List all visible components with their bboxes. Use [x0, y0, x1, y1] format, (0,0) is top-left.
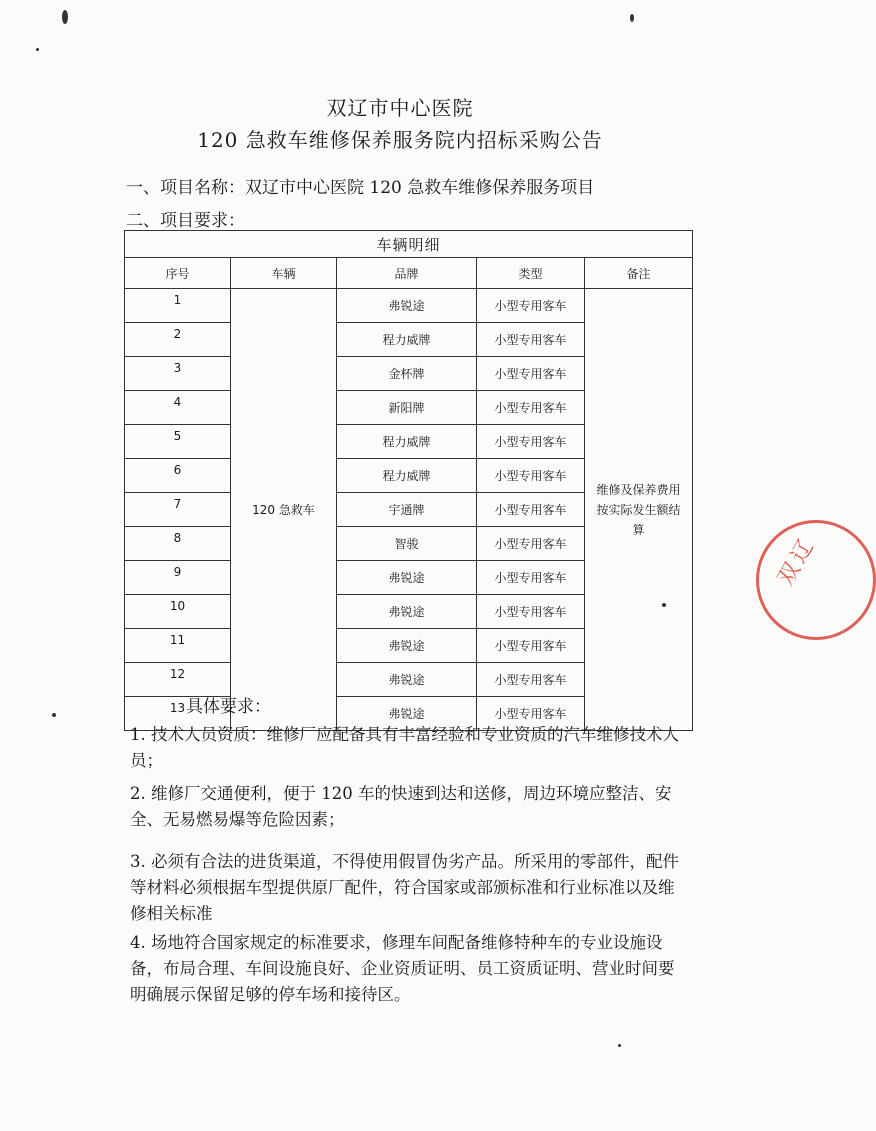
column-header-seq: 序号 [125, 258, 231, 289]
column-header-type: 类型 [477, 258, 585, 289]
scan-speck [62, 10, 68, 24]
cell-type: 小型专用客车 [477, 357, 585, 391]
cell-brand: 弗锐途 [337, 629, 477, 663]
document-title-line2: 120 急救车维修保养服务院内招标采购公告 [197, 128, 603, 152]
scan-speck [52, 713, 56, 717]
cell-seq: 7 [125, 493, 231, 527]
cell-type: 小型专用客车 [477, 459, 585, 493]
cell-seq: 5 [125, 425, 231, 459]
cell-remark: 维修及保养费用按实际发生额结算 [585, 289, 693, 731]
scan-speck [630, 14, 634, 22]
cell-brand: 程力威牌 [337, 323, 477, 357]
cell-brand: 新阳牌 [337, 391, 477, 425]
scan-speck [36, 48, 39, 51]
cell-brand: 弗锐途 [337, 289, 477, 323]
requirements-title: 具体要求： [186, 697, 271, 717]
cell-seq: 9 [125, 561, 231, 595]
cell-type: 小型专用客车 [477, 323, 585, 357]
vehicle-detail-table [124, 230, 693, 731]
cell-seq: 11 [125, 629, 231, 663]
cell-seq: 2 [125, 323, 231, 357]
column-header-remark: 备注 [585, 258, 693, 289]
requirement-item-4: 4. 场地符合国家规定的标准要求，修理车间配备维修特种车的专业设施设备，布局合理、车间设施良好、企业资质证明、员工资质证明、营业时间要明确展示保留足够的停车场和接待区。 [130, 933, 675, 1004]
scan-speck [662, 603, 666, 607]
cell-brand: 宇通牌 [337, 493, 477, 527]
column-header-brand: 品牌 [337, 258, 477, 289]
cell-brand: 程力威牌 [337, 459, 477, 493]
cell-brand: 弗锐途 [337, 697, 477, 731]
cell-type: 小型专用客车 [477, 289, 585, 323]
cell-brand: 程力威牌 [337, 425, 477, 459]
cell-type: 小型专用客车 [477, 493, 585, 527]
cell-seq: 13 [125, 697, 231, 731]
table-row [125, 289, 693, 323]
cell-type: 小型专用客车 [477, 663, 585, 697]
seal-text: 双辽 [773, 532, 821, 590]
cell-type: 小型专用客车 [477, 561, 585, 595]
cell-seq: 12 [125, 663, 231, 697]
cell-vehicle: 120 急救车 [231, 289, 337, 731]
cell-seq: 3 [125, 357, 231, 391]
cell-type: 小型专用客车 [477, 527, 585, 561]
cell-seq: 8 [125, 527, 231, 561]
requirement-item-3: 3. 必须有合法的进货渠道，不得使用假冒伪劣产品。所采用的零部件，配件等材料必须根据车型提供原厂配件，符合国家或部颁标准和行业标准以及维修相关标准 [130, 852, 679, 923]
requirement-item-2: 2. 维修厂交通便利，便于 120 车的快速到达和送修，周边环境应整洁、安全、无易燃易爆等危险因素； [130, 784, 672, 829]
cell-type: 小型专用客车 [477, 629, 585, 663]
cell-brand: 弗锐途 [337, 663, 477, 697]
cell-brand: 智骏 [337, 527, 477, 561]
section-project-requirements: 二、项目要求： [126, 211, 245, 231]
column-header-vehicle: 车辆 [231, 258, 337, 289]
cell-seq: 1 [125, 289, 231, 323]
cell-seq: 10 [125, 595, 231, 629]
table-caption: 车辆明细 [125, 231, 693, 258]
cell-brand: 弗锐途 [337, 595, 477, 629]
cell-brand: 金杯牌 [337, 357, 477, 391]
cell-type: 小型专用客车 [477, 697, 585, 731]
scan-speck [618, 1044, 621, 1047]
cell-type: 小型专用客车 [477, 595, 585, 629]
official-seal-stamp [756, 520, 876, 640]
requirement-item-1: 1. 技术人员资质：维修厂应配备具有丰富经验和专业资质的汽车维修技术人员； [130, 725, 679, 770]
section-project-name: 一、项目名称：双辽市中心医院 120 急救车维修保养服务项目 [126, 178, 595, 198]
cell-seq: 4 [125, 391, 231, 425]
cell-type: 小型专用客车 [477, 391, 585, 425]
cell-seq: 6 [125, 459, 231, 493]
document-title-line1: 双辽市中心医院 [326, 96, 474, 120]
cell-brand: 弗锐途 [337, 561, 477, 595]
cell-type: 小型专用客车 [477, 425, 585, 459]
